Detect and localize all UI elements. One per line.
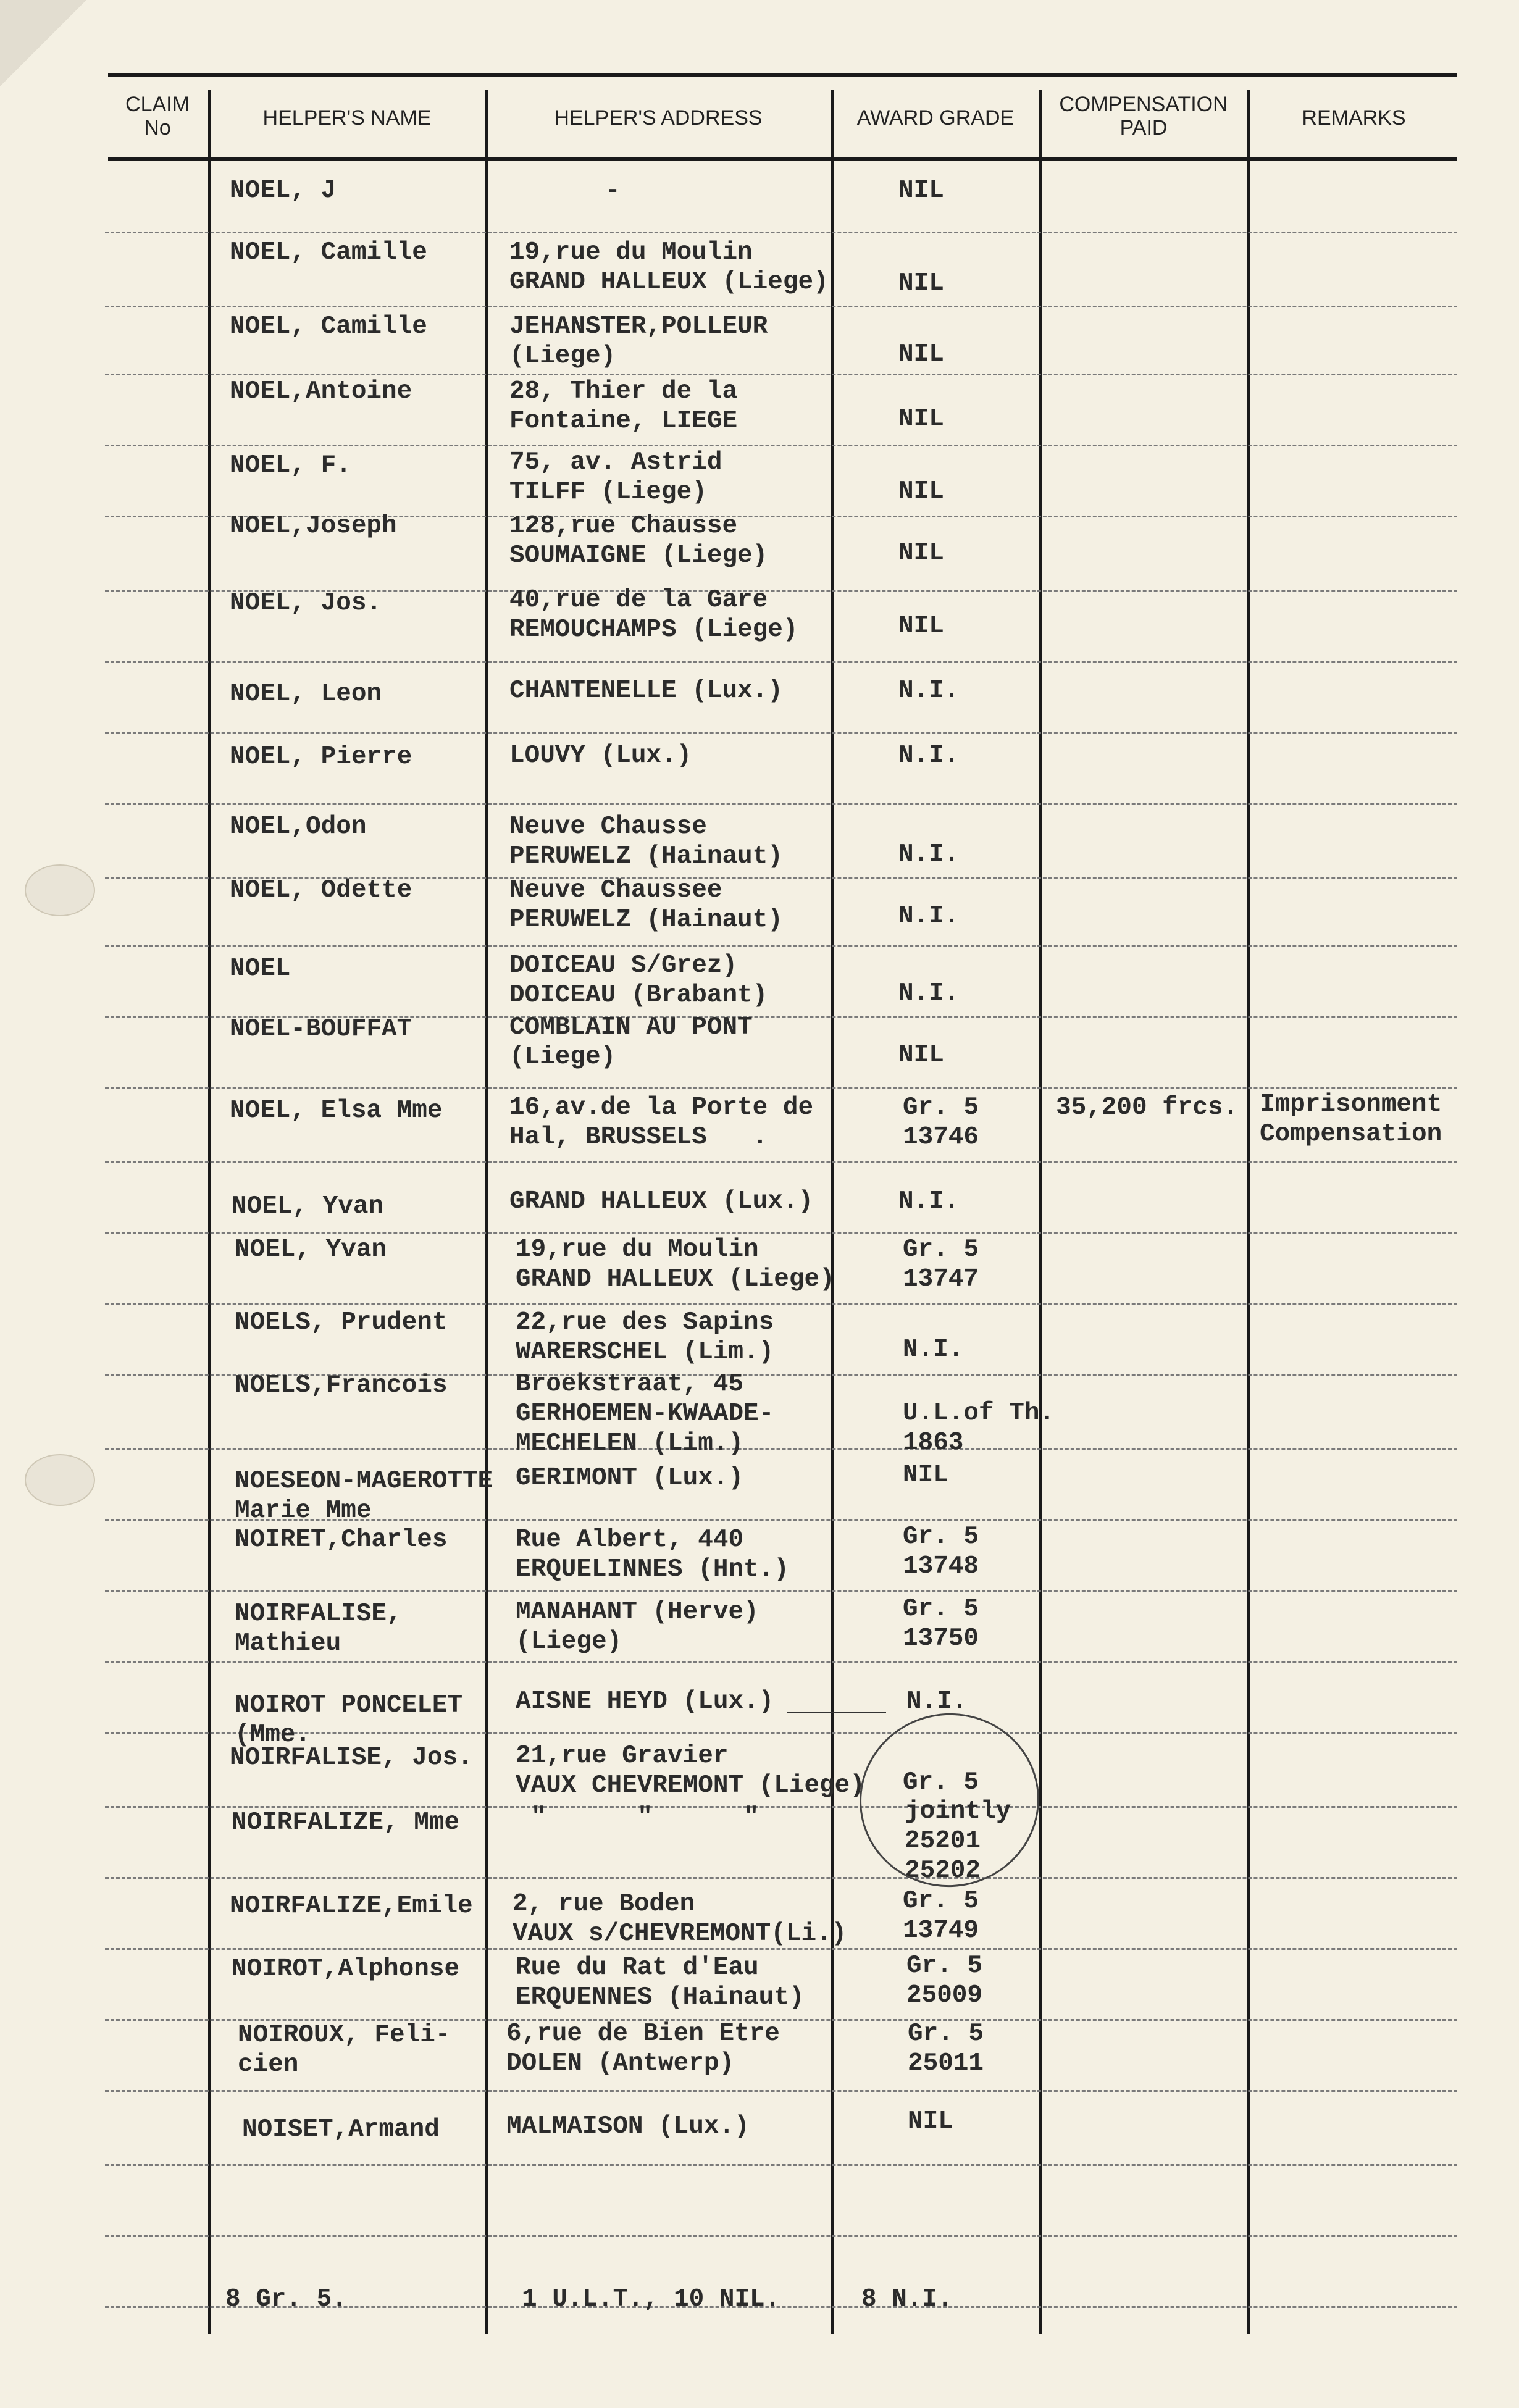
award-grade: NIL bbox=[898, 539, 944, 567]
helper-name: NOESEON-MAGEROTTE Marie Mme bbox=[235, 1467, 493, 1525]
compensation-paid: 35,200 frcs. bbox=[1056, 1093, 1239, 1122]
row-separator bbox=[105, 1087, 1457, 1089]
col-divider-address bbox=[831, 90, 834, 2334]
helper-name: NOEL, Camille bbox=[230, 312, 427, 341]
handwritten-line bbox=[787, 1712, 886, 1713]
award-grade: Gr. 5 13746 bbox=[903, 1093, 979, 1152]
award-grade: N.I. bbox=[903, 1336, 964, 1364]
award-grade: N.I. bbox=[898, 979, 960, 1008]
award-grade: NIL bbox=[898, 612, 944, 640]
helper-address: MANAHANT (Herve) (Liege) bbox=[516, 1598, 759, 1656]
row-separator bbox=[105, 306, 1457, 307]
award-grade: Gr. 5 13747 bbox=[903, 1235, 979, 1294]
helper-address: DOICEAU S/Grez) DOICEAU (Brabant) bbox=[509, 951, 768, 1010]
helper-address: Rue Albert, 440 ERQUELINNES (Hnt.) bbox=[516, 1526, 789, 1584]
award-grade: N.I. bbox=[898, 1187, 960, 1216]
helper-name: NOIRET,Charles bbox=[235, 1526, 448, 1554]
handwritten-circle bbox=[848, 1702, 1050, 1899]
helper-name: NOIRFALISE, Mathieu bbox=[235, 1600, 402, 1658]
punch-hole bbox=[25, 864, 95, 916]
award-grade: NIL bbox=[903, 1461, 948, 1489]
helper-address: COMBLAIN AU PONT (Liege) bbox=[509, 1013, 753, 1071]
helper-name: NOIRFALIZE, Mme bbox=[232, 1808, 460, 1837]
award-grade: NIL bbox=[898, 1041, 944, 1069]
helper-address: GRAND HALLEUX (Lux.) bbox=[509, 1187, 814, 1216]
row-separator bbox=[105, 1590, 1457, 1592]
header-claim: CLAIM No bbox=[125, 93, 190, 140]
award-grade: N.I. bbox=[898, 677, 960, 705]
row-separator bbox=[105, 445, 1457, 446]
helper-address: 2, rue Boden VAUX s/CHEVREMONT(Li.) bbox=[513, 1890, 847, 1948]
row-separator bbox=[105, 374, 1457, 375]
col-divider-name bbox=[485, 90, 488, 2334]
helper-name: NOEL, Jos. bbox=[230, 589, 382, 617]
award-grade: Gr. 5 13750 bbox=[903, 1595, 979, 1653]
helper-address: GERIMONT (Lux.) bbox=[516, 1464, 744, 1492]
header-helper-address: HELPER'S ADDRESS bbox=[554, 106, 763, 130]
helper-address: Broekstraat, 45 GERHOEMEN-KWAADE- MECHELEN (Lim.) bbox=[516, 1370, 774, 1458]
helper-address: Neuve Chausse PERUWELZ (Hainaut) bbox=[509, 813, 783, 871]
row-separator bbox=[105, 732, 1457, 734]
col-divider-grade bbox=[1039, 90, 1042, 2334]
helper-name: NOEL, Odette bbox=[230, 876, 412, 905]
helper-address: 6,rue de Bien Etre DOLEN (Antwerp) bbox=[506, 2020, 780, 2078]
helper-address: Rue du Rat d'Eau ERQUENNES (Hainaut) bbox=[516, 1954, 805, 2012]
helper-address: MALMAISON (Lux.) bbox=[506, 2112, 750, 2141]
helper-name: NOEL,Antoine bbox=[230, 377, 412, 406]
row-separator bbox=[105, 661, 1457, 663]
row-separator bbox=[105, 1232, 1457, 1234]
header-compensation-paid: COMPENSATION PAID bbox=[1059, 93, 1228, 140]
award-grade: NIL bbox=[898, 477, 944, 506]
helper-name: NOEL, Pierre bbox=[230, 743, 412, 771]
award-grade: N.I. bbox=[906, 1687, 968, 1716]
helper-address: 128,rue Chausse SOUMAIGNE (Liege) bbox=[509, 512, 768, 570]
row-separator bbox=[105, 1448, 1457, 1450]
header-remarks: REMARKS bbox=[1302, 106, 1406, 130]
table-top-rule bbox=[108, 73, 1457, 77]
helper-name: NOISET,Armand bbox=[242, 2115, 440, 2144]
helper-name: NOIROT,Alphonse bbox=[232, 1955, 460, 1983]
punch-hole bbox=[25, 1454, 95, 1506]
award-grade: Gr. 5 25009 bbox=[906, 1952, 983, 2010]
total-ni: 8 N.I. bbox=[861, 2285, 953, 2314]
award-grade: NIL bbox=[908, 2107, 953, 2136]
award-grade: N.I. bbox=[898, 742, 960, 770]
helper-address: 22,rue des Sapins WARERSCHEL (Lim.) bbox=[516, 1308, 774, 1366]
helper-address: CHANTENELLE (Lux.) bbox=[509, 677, 783, 705]
award-grade: NIL bbox=[898, 269, 944, 298]
award-grade: N.I. bbox=[898, 840, 960, 869]
row-separator bbox=[105, 2164, 1457, 2166]
total-ult-nil: 1 U.L.T., 10 NIL. bbox=[522, 2285, 780, 2314]
helper-address: 19,rue du Moulin GRAND HALLEUX (Liege) bbox=[509, 238, 829, 296]
helper-name: NOIRFALISE, Jos. bbox=[230, 1744, 473, 1772]
helper-name: NOEL, Leon bbox=[230, 680, 382, 708]
helper-address: 28, Thier de la Fontaine, LIEGE bbox=[509, 377, 738, 435]
award-grade: Gr. 5 25011 bbox=[908, 2020, 984, 2078]
helper-name: NOEL,Odon bbox=[230, 813, 367, 841]
header-award-grade: AWARD GRADE bbox=[856, 106, 1015, 130]
row-separator bbox=[105, 945, 1457, 947]
helper-name: NOEL, Camille bbox=[230, 238, 427, 267]
remarks: Imprisonment Compensation bbox=[1260, 1090, 1442, 1148]
helper-name: NOEL,Joseph bbox=[230, 512, 397, 540]
award-grade: Gr. 5 bbox=[903, 1768, 979, 1797]
folded-corner bbox=[0, 0, 86, 86]
helper-address: " " " bbox=[531, 1804, 760, 1832]
helper-address: LOUVY (Lux.) bbox=[509, 742, 692, 770]
award-grade: NIL bbox=[898, 340, 944, 369]
row-separator bbox=[105, 803, 1457, 805]
helper-name: NOEL bbox=[230, 955, 291, 983]
row-separator bbox=[105, 232, 1457, 233]
award-grade: jointly 25201 25202 bbox=[905, 1797, 1011, 1885]
helper-address: JEHANSTER,POLLEUR (Liege) bbox=[509, 312, 768, 370]
helper-name: NOIROUX, Feli- cien bbox=[238, 2021, 451, 2079]
award-grade: N.I. bbox=[898, 902, 960, 930]
award-grade: NIL bbox=[898, 177, 944, 205]
row-separator bbox=[105, 1877, 1457, 1879]
row-separator bbox=[105, 2235, 1457, 2237]
helper-address: 21,rue Gravier VAUX CHEVREMONT (Liege) bbox=[516, 1742, 865, 1800]
helper-name: NOEL, F. bbox=[230, 451, 351, 480]
helper-name: NOELS,Francois bbox=[235, 1371, 448, 1400]
helper-name: NOEL, Yvan bbox=[232, 1192, 384, 1221]
helper-address: 19,rue du Moulin GRAND HALLEUX (Liege) bbox=[516, 1235, 835, 1294]
helper-address: 40,rue de la Gare REMOUCHAMPS (Liege) bbox=[509, 586, 798, 644]
helper-name: NOEL-BOUFFAT bbox=[230, 1015, 412, 1043]
award-grade: U.L.of Th. 1863 bbox=[903, 1399, 1055, 1457]
header-helper-name: HELPER'S NAME bbox=[262, 106, 432, 130]
row-separator bbox=[105, 1303, 1457, 1305]
helper-address: 75, av. Astrid TILFF (Liege) bbox=[509, 448, 722, 506]
col-divider-comp bbox=[1247, 90, 1250, 2334]
award-grade: Gr. 5 13748 bbox=[903, 1523, 979, 1581]
helper-address: - bbox=[605, 177, 621, 205]
header-bottom-rule bbox=[108, 157, 1457, 161]
award-grade: NIL bbox=[898, 405, 944, 433]
award-grade: Gr. 5 13749 bbox=[903, 1887, 979, 1945]
col-divider-claim bbox=[208, 90, 211, 2334]
row-separator bbox=[105, 1661, 1457, 1663]
helper-address: AISNE HEYD (Lux.) bbox=[516, 1687, 774, 1716]
helper-name: NOELS, Prudent bbox=[235, 1308, 448, 1337]
total-grade-5: 8 Gr. 5. bbox=[225, 2285, 347, 2314]
helper-name: NOEL, Yvan bbox=[235, 1235, 387, 1264]
helper-name: NOIRFALIZE,Emile bbox=[230, 1892, 473, 1920]
helper-name: NOEL, J bbox=[230, 177, 337, 205]
helper-name: NOIROT PONCELET (Mme. bbox=[235, 1691, 463, 1749]
helper-address: 16,av.de la Porte de Hal, BRUSSELS . bbox=[509, 1093, 814, 1152]
row-separator bbox=[105, 2090, 1457, 2092]
helper-address: Neuve Chaussee PERUWELZ (Hainaut) bbox=[509, 876, 783, 934]
row-separator bbox=[105, 1161, 1457, 1163]
helper-name: NOEL, Elsa Mme bbox=[230, 1097, 443, 1125]
